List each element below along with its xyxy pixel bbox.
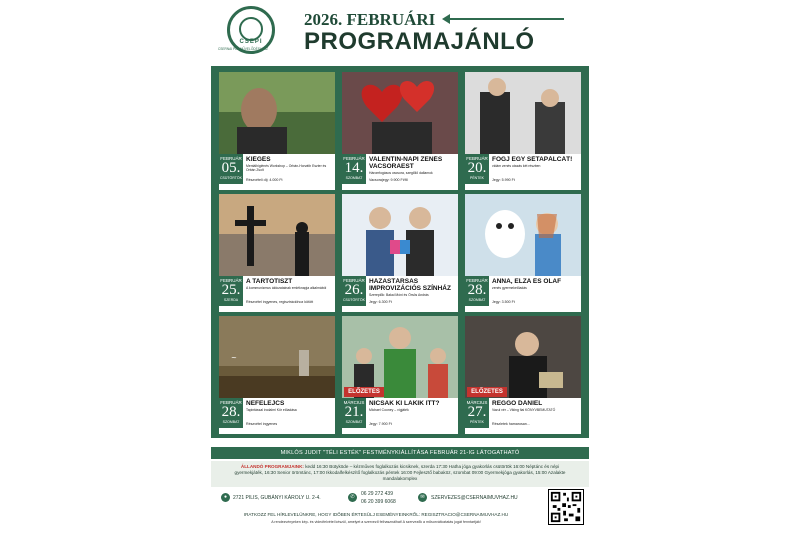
date-box	[342, 398, 366, 428]
event-photo	[342, 72, 458, 154]
svg-text:~: ~	[231, 354, 237, 362]
qr-code-icon[interactable]	[548, 489, 584, 525]
event-photo	[219, 316, 335, 398]
preview-badge: ELŐZETES	[467, 387, 507, 397]
phone-icon: ✆	[348, 493, 357, 502]
date-month: MÁRCIUS	[466, 400, 488, 405]
date-month: FEBRUÁR	[343, 156, 365, 161]
event-title: NEFELEJCS	[246, 400, 285, 407]
event-grid	[211, 66, 589, 438]
regular-programs-label: ÁLLANDÓ PROGRAMJAINK:	[240, 464, 304, 469]
date-box	[465, 154, 489, 184]
event-photo	[342, 316, 458, 398]
date-box	[219, 398, 243, 428]
event-card[interactable]	[465, 194, 581, 312]
date-day: 14.	[344, 160, 364, 176]
event-title: VALENTIN-NAPI ZENÉS VACSORAEST	[369, 156, 443, 170]
date-month: MÁRCIUS	[343, 400, 365, 405]
date-box	[342, 154, 366, 184]
date-day: 21.	[344, 404, 364, 420]
header-subtitle: 2026. FEBRUÁRI	[304, 10, 436, 29]
date-weekday: CSÜTÖRTÖK	[220, 176, 242, 180]
poster	[211, 0, 589, 533]
event-title: NICSAK KI LAKIK ITT?	[369, 400, 440, 407]
event-card[interactable]	[342, 316, 458, 434]
event-photo	[219, 194, 335, 276]
date-box	[465, 398, 489, 428]
contact-row	[211, 489, 541, 509]
date-day: 27.	[467, 404, 487, 420]
event-price: Jegy: 3.500 Ft	[492, 300, 515, 304]
date-day: 25.	[221, 282, 241, 298]
date-weekday: SZOMBAT	[468, 298, 486, 302]
event-price: Részvétel ingyenes	[246, 422, 278, 426]
date-weekday: CSÜTÖRTÖK	[343, 298, 365, 302]
date-weekday: SZOMBAT	[345, 420, 363, 424]
preview-badge: ELŐZETES	[344, 387, 384, 397]
date-month: FEBRUÁR	[220, 400, 242, 405]
phone-1[interactable]: 06 29 272 439	[361, 491, 393, 497]
event-subtitle: vidám zenés utazás két részben	[492, 164, 541, 168]
event-subtitle: Tapintással irodalmi Kör előadása	[246, 408, 297, 412]
date-box	[219, 276, 243, 306]
event-price: Vacsorajegy: 9.900 Ft/fő	[369, 178, 408, 182]
event-card[interactable]	[465, 72, 581, 190]
logo-emblem-icon	[239, 17, 263, 41]
event-photo	[465, 72, 581, 154]
event-subtitle: Vazul vér – Viking fiai KÖNYVBEMUTATÓ	[492, 408, 556, 412]
logo-ring-text: CSERNAI PÁL MŰVELŐDÉSI HÁZ	[217, 47, 268, 51]
event-card[interactable]	[219, 194, 335, 312]
date-day: 26.	[344, 282, 364, 298]
date-box	[465, 276, 489, 306]
logo-text: CSEPI	[239, 39, 263, 45]
date-weekday: SZOMBAT	[345, 176, 363, 180]
date-box	[219, 154, 243, 184]
date-day: 20.	[467, 160, 487, 176]
event-price: Részvételi díj: 4.000 Ft	[246, 178, 283, 182]
email-link[interactable]: SZERVEZES@CSERNAIMUVHAZ.HU	[431, 495, 518, 501]
event-photo	[342, 194, 458, 276]
date-box	[342, 276, 366, 306]
date-weekday: SZOMBAT	[222, 420, 240, 424]
date-weekday: SZERDA	[223, 298, 239, 302]
address: 2721 PILIS, GUBÁNYI KÁROLY U. 2-4.	[233, 495, 321, 501]
date-month: FEBRUÁR	[466, 156, 488, 161]
location-pin-icon: ●	[221, 493, 230, 502]
exhibition-banner: MIKLÓS JUDIT "TÉLI ESTÉK" FESTMÉNYKIÁLLÍTÁSA FEBRUÁR 21-IG LÁTOGATHATÓ	[211, 447, 589, 459]
event-price: Jegy: 5.990 Ft	[492, 178, 515, 182]
page-title: PROGRAMAJÁNLÓ	[304, 28, 535, 55]
date-weekday: PÉNTEK	[469, 420, 484, 424]
date-month: FEBRUÁR	[220, 156, 242, 161]
event-photo	[465, 316, 581, 398]
event-subtitle: Mentálhigiénés Workshop – Orbán-Horváth Eszter és Orbán Zsolt	[246, 164, 327, 172]
event-subtitle: Szereplők: Bakai Móni és Örsös András	[369, 293, 429, 297]
event-subtitle: A kommunizmus áldozatainak emléknapja alkalmából	[246, 286, 327, 290]
event-price: Jegy: 7.900 Ft	[369, 422, 392, 426]
arrow-left-icon	[444, 18, 564, 20]
email-icon: ✉	[418, 493, 427, 502]
date-month: FEBRUÁR	[343, 278, 365, 283]
event-title: KIÉGÉS	[246, 156, 271, 163]
event-subtitle: Michael Cooney – vígjáték	[369, 408, 409, 412]
date-weekday: PÉNTEK	[469, 176, 484, 180]
event-title: HÁZASTÁRSAS IMPROVIZÁCIÓS SZÍNHÁZ	[369, 278, 451, 292]
regular-programs	[211, 461, 589, 487]
event-price: Részvétel ingyenes, regisztrációhoz kötött	[246, 300, 314, 304]
disclaimer-text: A rendezvényeken kép- és videófelvétel készül, amelyet a szervező felhasználhat! A szervezők a műsorváltoztatás jogát fenntartják!	[271, 520, 481, 524]
event-photo	[465, 194, 581, 276]
date-day: 05.	[221, 160, 241, 176]
event-card[interactable]	[342, 72, 458, 190]
event-card[interactable]	[219, 316, 335, 434]
event-title: ANNA, ELZA ÉS OLAF	[492, 278, 562, 285]
event-photo	[219, 72, 335, 154]
event-card[interactable]	[342, 194, 458, 312]
event-title: REGGŐ DÁNIEL	[492, 400, 543, 407]
date-month: FEBRUÁR	[220, 278, 242, 283]
phone-2[interactable]: 06 20 399 6068	[361, 499, 396, 505]
date-day: 28.	[467, 282, 487, 298]
event-card[interactable]	[219, 72, 335, 190]
date-day: 28.	[221, 404, 241, 420]
regular-programs-text: kedd 16:30 Bütyköde – kézműves foglalkozás kicsiknek, szerda 17:30 Hatha jóga gyakorlás csütörtök 16:00 Néptánc és népi gyermekjáték, 16:30 Senior örömtánc, 17:00 Ikkodalfelkészítő foglalkozás péntek 16:00 Fejlesztő babaköz, szombat 09:00 Gyermekjóga gyakorlás, 15:00 Azalakte mandalakomplex	[234, 464, 566, 481]
event-subtitle: Háromfogásos vacsora, szeglőlő dallamok	[369, 171, 433, 175]
event-title: A TARTÓTISZT	[246, 278, 293, 285]
event-subtitle: zenés gyermekelőadás	[492, 286, 527, 290]
newsletter-text: IRATKOZZ FEL HÍRLEVELÜNKRE, HOGY IDŐBEN ÉRTESÜLJ ESEMÉNYEINKRŐL: REGISZTRACIO@CSERNAIMUVHAZ.HU	[243, 512, 509, 517]
event-title: FOGJ EGY SÉTAPÁLCÁT!	[492, 156, 573, 163]
event-price: Részletek hamarosan...	[492, 422, 530, 426]
date-month: FEBRUÁR	[466, 278, 488, 283]
event-card[interactable]	[465, 316, 581, 434]
event-price: Jegy: 6.300 Ft	[369, 300, 392, 304]
